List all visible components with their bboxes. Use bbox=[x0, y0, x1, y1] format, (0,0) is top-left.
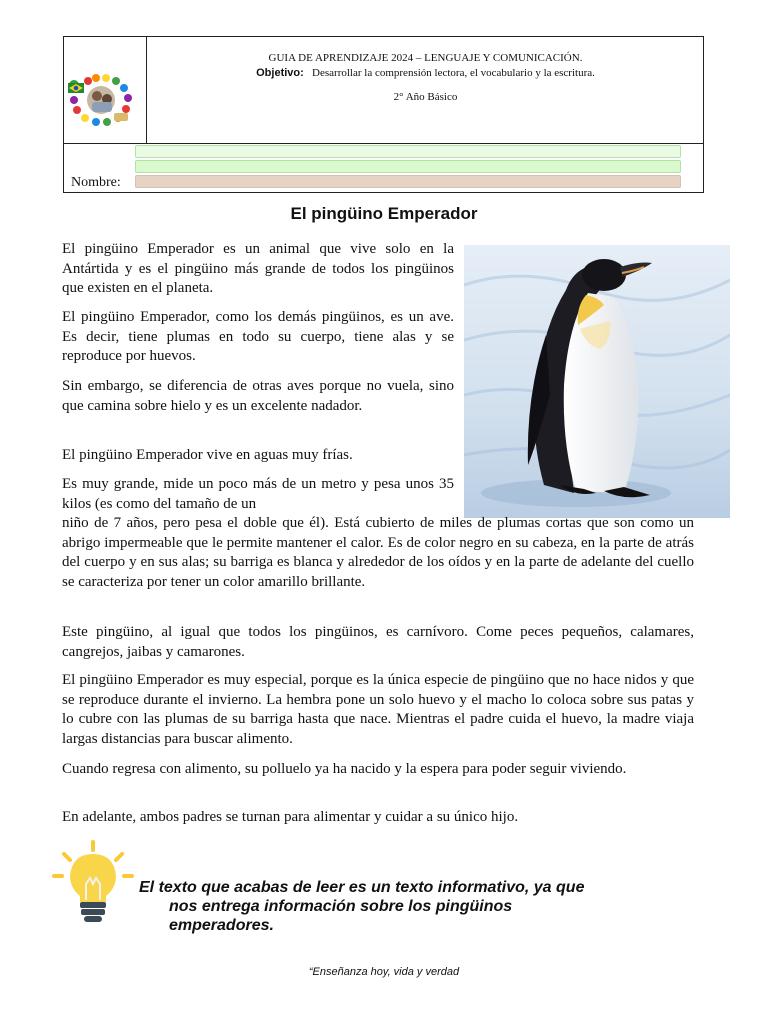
page-title: El pingüino Emperador bbox=[290, 204, 478, 223]
objective-line bbox=[256, 67, 595, 79]
note-line-1: El texto que acabas de leer es un texto informativo, ya que bbox=[139, 879, 585, 896]
paragraph-6: Este pingüino, al igual que todos los pingüinos, es carnívoro. Come peces pequeños, calamares, cangrejos, jaibas y camarones. bbox=[62, 624, 694, 660]
paragraph-8: Cuando regresa con alimento, su polluelo ya ha nacido y la espera para poder seguir viviendo. bbox=[62, 761, 627, 777]
lightbulb-icon bbox=[50, 840, 136, 930]
paragraph-1: El pingüino Emperador es un animal que vive solo en la Antártida y es el pingüino más grande de todos los pingüinos que existen en el planeta. bbox=[62, 241, 454, 296]
header-text bbox=[148, 51, 703, 105]
name-field-3[interactable] bbox=[135, 175, 681, 188]
paragraph-5b: niño de 7 años, pero pesa el doble que él). Está cubierto de miles de plumas cortas que son como un abrigo impermeable que le permite mantener el calor. Es de color negro en su cabeza, en la parte de atrás del cuerpo y en sus alas; su barriga es blanca y alrededor de los oídos y en la parte de adelante del cuello se caracteriza por tener un color amarillo brillante. bbox=[62, 515, 694, 590]
logo-cell bbox=[64, 37, 147, 143]
name-label: Nombre: bbox=[71, 175, 121, 190]
paragraph-4: El pingüino Emperador vive en aguas muy frías. bbox=[62, 447, 353, 463]
footer-motto: “Enseñanza hoy, vida y verdad bbox=[308, 966, 460, 978]
paragraph-3: Sin embargo, se diferencia de otras aves porque no vuela, sino que camina sobre hielo y es un excelente nadador. bbox=[62, 378, 454, 414]
name-field-2[interactable] bbox=[135, 160, 681, 173]
guide-title: GUIA DE APRENDIZAJE 2024 – LENGUAJE Y COMUNICACIÓN. bbox=[268, 52, 583, 64]
paragraph-2: El pingüino Emperador, como los demás pingüinos, es un ave. Es decir, tiene plumas en todo su cuerpo, tiene alas y se reproduce por huevos. bbox=[62, 309, 454, 364]
note-line-2: nos entrega información sobre los pingüinos emperadores. bbox=[169, 898, 513, 934]
paragraph-7: El pingüino Emperador es muy especial, porque es la única especie de pingüino que no hace nidos y que se reproduce durante el invierno. La hembra pone un solo huevo y el macho lo coloca sobre sus patas y lo cubre con las plumas de su barriga hasta que nace. Mientras el padre cuida el huevo, la madre viaja largas distancias para buscar alimento. bbox=[62, 672, 694, 747]
penguin-photo bbox=[464, 245, 730, 518]
objective-text: Desarrollar la comprensión lectora, el vocabulario y la escritura. bbox=[312, 67, 595, 79]
paragraph-5a: Es muy grande, mide un poco más de un metro y pesa unos 35 kilos (es como del tamaño de un bbox=[62, 476, 454, 512]
grade-label: 2° Año Básico bbox=[393, 91, 458, 103]
paragraph-9: En adelante, ambos padres se turnan para alimentar y cuidar a su único hijo. bbox=[62, 809, 519, 825]
header-divider bbox=[64, 143, 703, 144]
name-field-1[interactable] bbox=[135, 145, 681, 158]
school-logo-icon bbox=[66, 73, 136, 127]
objective-label: Objetivo: bbox=[256, 67, 304, 79]
worksheet-header bbox=[63, 36, 704, 193]
informative-note bbox=[139, 878, 659, 935]
